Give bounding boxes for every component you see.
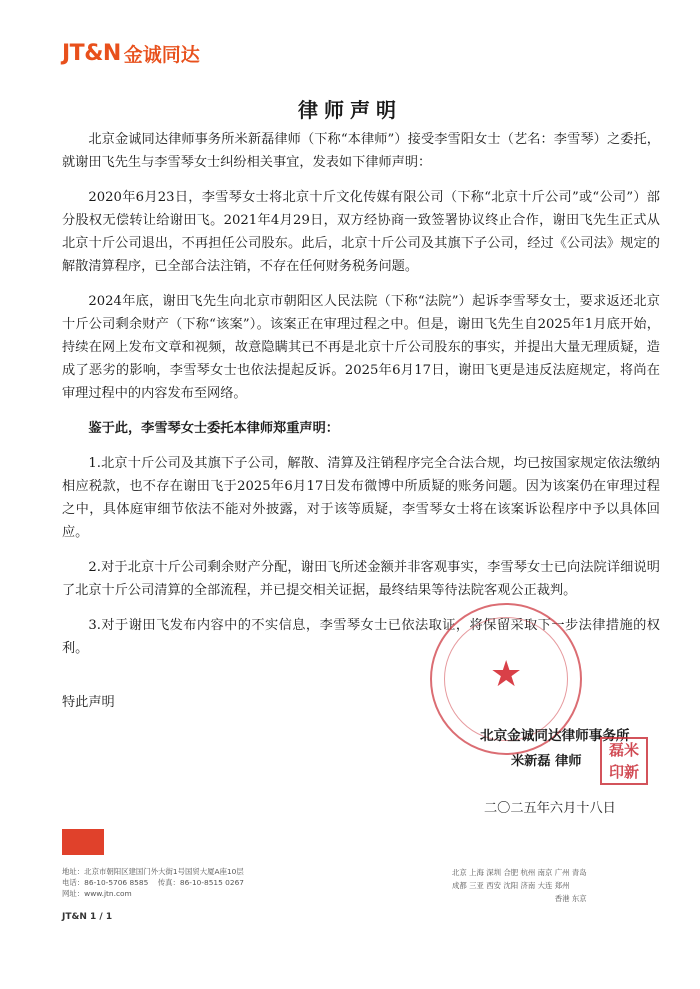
paragraph-point-2: 2.对于北京十斤公司剩余财产分配，谢田飞所述金额并非客观事实，李雪琴女士已向法院详细说明了北京十斤公司清算的全部流程，并已提交相关证据，最终结果等待法院客观公正裁判。 xyxy=(62,560,660,598)
footer-cities-line-2: 成都 三亚 西安 沈阳 济南 大连 郑州 xyxy=(452,881,570,890)
statement-body xyxy=(62,128,660,672)
footer-fax: 传真：86-10-8515 0267 xyxy=(157,878,244,887)
footer-contact xyxy=(62,866,244,899)
footer-phone: 电话：86-10-5706 8585 xyxy=(62,878,149,887)
footer-cities-line-1: 北京 上海 深圳 合肥 杭州 南京 广州 青岛 xyxy=(452,868,587,877)
signature-lawyer: 米新磊 律师 xyxy=(511,754,582,769)
paragraph-intro: 北京金诚同达律师事务所米新磊律师（下称“本律师”）接受李雪阳女士（艺名：李雪琴）之委托，就谢田飞先生与李雪琴女士纠纷相关事宜，发表如下律师声明： xyxy=(62,132,660,170)
footer-cities-line-3: 香港 东京 xyxy=(554,894,587,903)
footer-phone-fax xyxy=(62,877,244,888)
footer-address: 地址：北京市朝阳区建国门外大街1号国贸大厦A座10层 xyxy=(62,867,244,876)
lawyer-name-stamp: 磊米印新 xyxy=(600,737,648,785)
logo-name: 金诚同达 xyxy=(123,44,200,66)
paragraph-background: 2020年6月23日，李雪琴女士将北京十斤文化传媒有限公司（下称“北京十斤公司”或“公司”）部分股权无偿转让给谢田飞。2021年4月29日，双方经协商一致签署协议终止合作，谢田飞先生正式从北京十斤公司退出，不再担任公司股东。此后，北京十斤公司及其旗下子公司，经过《公司法》规定的解散清算程序，已全部合法注销，不存在任何财务税务问题。 xyxy=(62,190,660,274)
paragraph-lead: 鉴于此，李雪琴女士委托本律师郑重声明： xyxy=(88,421,339,436)
signature-firm: 北京金诚同达律师事务所 xyxy=(480,728,630,744)
footer-offices xyxy=(452,866,587,905)
firm-logo xyxy=(62,40,200,67)
paragraph-point-1: 1.北京十斤公司及其旗下子公司，解散、清算及注销程序完全合法合规，均已按国家规定依法缴纳相应税款，也不存在谢田飞于2025年6月17日发布微博中所质疑的账务问题。因为该案仍在审理过程之中，具体庭审细节依法不能对外披露，对于该等质疑，李雪琴女士将在该案诉讼程序中予以具体回应。 xyxy=(62,456,660,540)
footer-website: 网址：www.jtn.com xyxy=(62,889,132,898)
paragraph-point-3: 3.对于谢田飞发布内容中的不实信息，李雪琴女士已依法取证，将保留采取下一步法律措施的权利。 xyxy=(62,618,660,656)
page-number: JT&N 1 / 1 xyxy=(62,912,113,922)
paragraph-lawsuit: 2024年底，谢田飞先生向北京市朝阳区人民法院（下称“法院”）起诉李雪琴女士，要求返还北京十斤公司剩余财产（下称“该案”）。该案正在审理过程之中。但是，谢田飞先生自2025年1月底开始，持续在网上发布文章和视频，故意隐瞒其已不再是北京十斤公司股东的事实，并提出大量无理质疑，造成了恶劣的影响，李雪琴女士也依法提起反诉。2025年6月17日，谢田飞更是违反法庭规定，将尚在审理过程中的内容发布至网络。 xyxy=(62,294,660,401)
seal-star-icon: ★ xyxy=(490,654,523,695)
footer-brand-block xyxy=(62,829,104,855)
document-title: 律师声明 xyxy=(298,98,402,122)
signature-date: 二〇二五年六月十八日 xyxy=(484,801,616,816)
closing-phrase: 特此声明 xyxy=(62,695,115,710)
logo-mark: JT&N xyxy=(62,41,121,66)
